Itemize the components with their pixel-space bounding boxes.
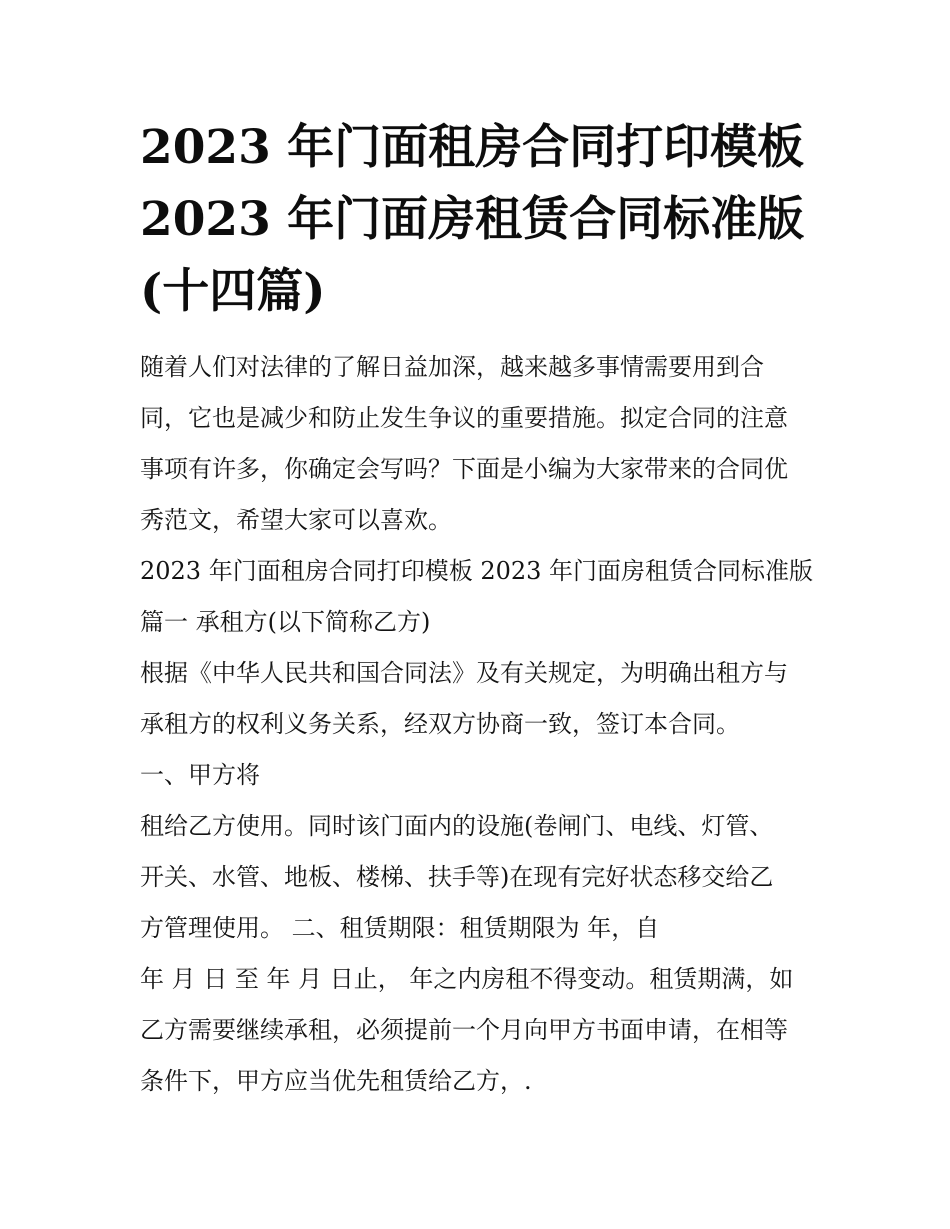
text-line-13: 年 月 日 至 年 月 日止， 年之内房租不得变动。租赁期满，如 — [140, 965, 794, 993]
text-line-9: 一、甲方将 — [140, 761, 260, 789]
title-line-1: 2023 年门面租房合同打印模板 — [140, 120, 805, 175]
section-heading — [140, 546, 820, 597]
text-line-1: 随着人们对法律的了解日益加深，越来越多事情需要用到合 — [140, 353, 764, 381]
document-page — [140, 112, 820, 1107]
intro-paragraph — [140, 342, 820, 546]
text-line-15: 条件下，甲方应当优先租赁给乙方，. — [140, 1067, 532, 1095]
clause-one-heading — [140, 750, 820, 801]
lessee-paragraph — [140, 597, 820, 648]
basis-paragraph — [140, 648, 820, 750]
document-title — [140, 112, 820, 328]
clause-one-paragraph — [140, 801, 820, 954]
lease-term-paragraph — [140, 954, 820, 1107]
title-line-2: 2023 年门面房租赁合同标准版 — [140, 192, 805, 247]
text-line-3: 事项有许多，你确定会写吗？下面是小编为大家带来的合同优 — [140, 455, 788, 483]
text-line-5: 2023 年门面租房合同打印模板 2023 年门面房租赁合同标准版 — [140, 557, 814, 585]
text-line-12: 方管理使用。 二、租赁期限：租赁期限为 年，自 — [140, 914, 660, 942]
text-line-7: 根据《中华人民共和国合同法》及有关规定，为明确出租方与 — [140, 659, 788, 687]
text-line-8: 承租方的权利义务关系，经双方协商一致，签订本合同。 — [140, 710, 740, 738]
text-line-4: 秀范文，希望大家可以喜欢。 — [140, 506, 452, 534]
text-line-14: 乙方需要继续承租，必须提前一个月向甲方书面申请，在相等 — [140, 1016, 788, 1044]
text-line-2: 同，它也是减少和防止发生争议的重要措施。拟定合同的注意 — [140, 404, 788, 432]
text-line-11: 开关、水管、地板、楼梯、扶手等)在现有完好状态移交给乙 — [140, 863, 774, 891]
document-body — [140, 342, 820, 1107]
text-line-6: 篇一 承租方(以下简称乙方) — [140, 608, 431, 636]
text-line-10: 租给乙方使用。同时该门面内的设施(卷闸门、电线、灯管、 — [140, 812, 774, 840]
title-line-3: (十四篇) — [140, 264, 326, 319]
